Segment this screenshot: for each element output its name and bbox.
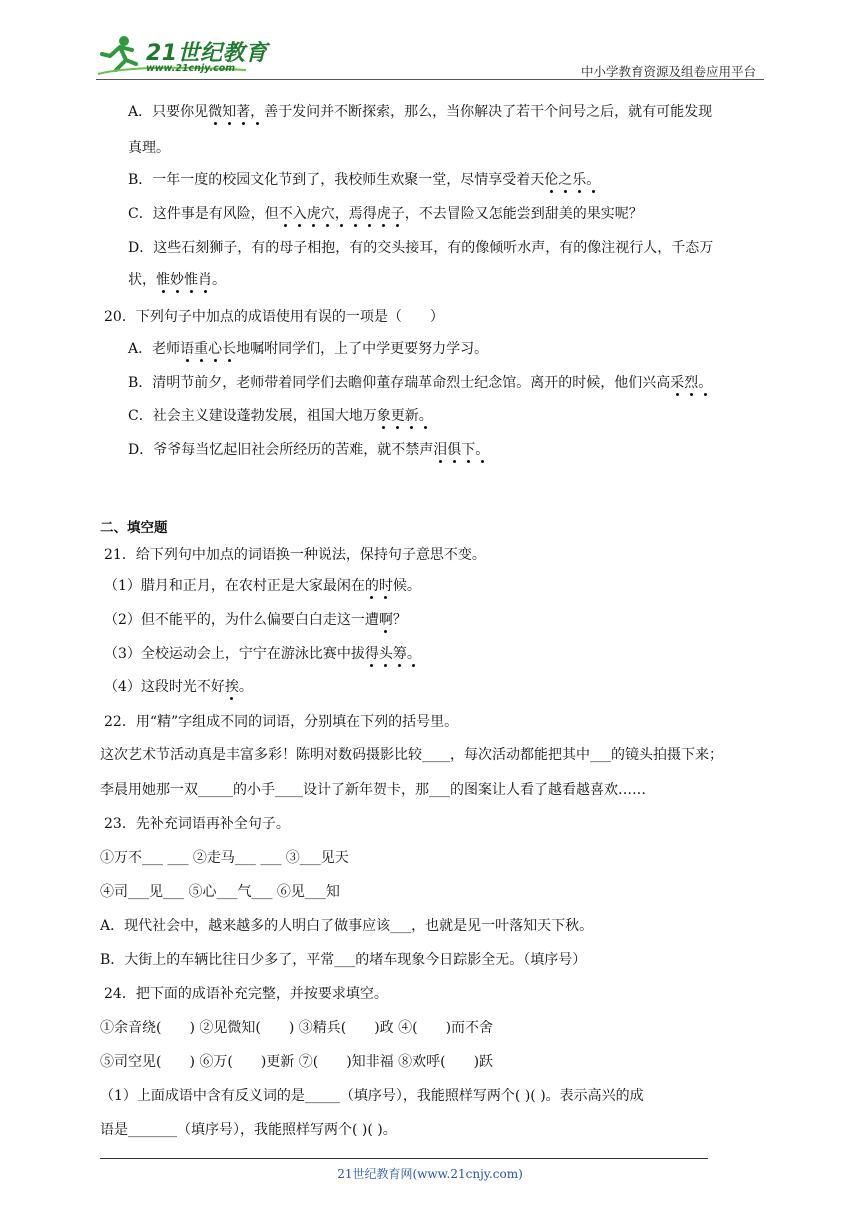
text-line: 李晨用她那一双_____的小手____设计了新年贺卡，那___的图案让人看了越看越喜欢…… bbox=[100, 782, 646, 798]
emphasized-char: 微 bbox=[208, 104, 223, 120]
emphasized-char: 子 bbox=[390, 206, 405, 222]
emphasized-char: 泪 bbox=[433, 442, 448, 458]
emphasized-char: 语 bbox=[180, 341, 195, 357]
footer-rule bbox=[100, 1158, 708, 1159]
text-line: ①余音绕( ) ②见微知( ) ③精兵( )政 ④( )而不舍 bbox=[100, 1020, 494, 1036]
emphasized-char: 下 bbox=[461, 442, 476, 458]
text-line: ⑤司空见( ) ⑥万( )更新 ⑦( )知非福 ⑧欢呼( )跃 bbox=[100, 1054, 494, 1070]
emphasized-char: ， bbox=[250, 104, 265, 120]
text-line: （1）腊月和正月，在农村正是大家最闲在的时候。 bbox=[104, 578, 421, 594]
text-line: 20．下列句子中加点的成语使用有误的一项是（ ） bbox=[104, 309, 444, 325]
emphasized-char: 烈 bbox=[684, 375, 699, 391]
emphasized-char: 知 bbox=[222, 104, 237, 120]
emphasized-char: 。 bbox=[698, 375, 713, 391]
emphasized-char: 焉 bbox=[348, 206, 363, 222]
emphasized-char: 著 bbox=[236, 104, 251, 120]
emphasized-char: 伦 bbox=[544, 172, 559, 188]
text-line: A．只要你见微知著，善于发问并不断探索，那么，当你解决了若干个问号之后，就有可能发现 bbox=[128, 104, 713, 120]
text-line: D．这些石刻狮子，有的母子相抱，有的交头接耳，有的像倾听水声，有的像注视行人，千态万 bbox=[128, 240, 714, 256]
emphasized-char: 俱 bbox=[447, 442, 462, 458]
text-line: B．一年一度的校园文化节到了，我校师生欢聚一堂，尽情享受着天伦之乐。 bbox=[128, 172, 601, 188]
emphasized-char: 心 bbox=[208, 341, 223, 357]
text-line: （4）这段时光不好挨。 bbox=[104, 679, 253, 695]
text-line: ④司___见___ ⑤心___气___ ⑥见___知 bbox=[100, 884, 340, 900]
emphasized-char: 长 bbox=[222, 341, 237, 357]
logo-url: www.21cnjy.com bbox=[146, 63, 236, 74]
text-line: （3）全校运动会上，宁宁在游泳比赛中拔得头筹。 bbox=[104, 646, 421, 662]
emphasized-char: 的 bbox=[364, 578, 379, 594]
emphasized-char: 新 bbox=[404, 408, 419, 424]
emphasized-char: 得 bbox=[362, 206, 377, 222]
emphasized-char: 乐 bbox=[572, 172, 587, 188]
text-line: A．老师语重心长地嘱咐同学们，上了中学更要努力学习。 bbox=[128, 341, 489, 357]
text-line: 真理。 bbox=[128, 140, 170, 156]
emphasized-char: 惟 bbox=[184, 272, 198, 288]
page-footer: 21世纪教育网(www.21cnjy.com) bbox=[337, 1167, 523, 1181]
emphasized-char: 。 bbox=[418, 408, 433, 424]
text-line: B．大街上的车辆比往日少多了，平常___的堵车现象今日踪影全无。（填序号） bbox=[100, 952, 587, 968]
emphasized-char: 惟 bbox=[156, 272, 170, 288]
emphasized-char: 头 bbox=[378, 646, 393, 662]
emphasized-char: 肖 bbox=[198, 272, 212, 288]
text-line: 24．把下面的成语补充完整，并按要求填空。 bbox=[104, 986, 388, 1002]
text-line: 这次艺术节活动真是丰富多彩！陈明对数码摄影比较____，每次活动都能把其中___的镜头拍摄下来； bbox=[100, 747, 723, 763]
text-line: C．这件事是有风险，但不入虎穴，焉得虎子，不去冒险又怎能尝到甜美的果实呢？ bbox=[128, 206, 643, 222]
emphasized-char: 。 bbox=[475, 442, 490, 458]
emphasized-char: 妙 bbox=[170, 272, 184, 288]
page-header bbox=[0, 0, 860, 80]
text-line: 语是_______（填序号），我能照样写两个( )( )。 bbox=[100, 1122, 397, 1138]
text-line: A．现代社会中，越来越多的人明白了做事应该___，也就是见一叶落知天下秋。 bbox=[100, 918, 594, 934]
section-heading: 二、填空题 bbox=[100, 520, 168, 536]
emphasized-char: 。 bbox=[586, 172, 601, 188]
emphasized-char: ， bbox=[334, 206, 349, 222]
emphasized-char: 啊 bbox=[378, 612, 393, 628]
header-tagline: 中小学教育资源及组卷应用平台 bbox=[580, 64, 756, 79]
text-line: C．社会主义建设蓬勃发展，祖国大地万象更新。 bbox=[128, 408, 433, 424]
emphasized-char: 穴 bbox=[320, 206, 335, 222]
emphasized-char: 之 bbox=[558, 172, 573, 188]
text-line: 23．先补充词语再补全句子。 bbox=[104, 816, 290, 832]
emphasized-char: 更 bbox=[390, 408, 405, 424]
emphasized-char: 得 bbox=[364, 646, 379, 662]
emphasized-char: 虎 bbox=[376, 206, 391, 222]
text-line: D．爷爷每当忆起旧社会所经历的苦难，就不禁声泪俱下。 bbox=[128, 442, 490, 458]
emphasized-char: 重 bbox=[194, 341, 209, 357]
text-line: 22．用“精”字组成不同的词语，分别填在下列的括号里。 bbox=[104, 714, 459, 730]
emphasized-char: 不 bbox=[278, 206, 293, 222]
text-line: （1）上面成语中含有反义词的是_____（填序号），我能照样写两个( )( )。表示高兴的成 bbox=[100, 1088, 644, 1104]
emphasized-char: 入 bbox=[292, 206, 307, 222]
text-line: （2）但不能平的，为什么偏要白白走这一遭啊？ bbox=[104, 612, 407, 628]
text-line: B．清明节前夕，老师带着同学们去瞻仰董存瑞革命烈士纪念馆。离开的时候，他们兴高采烈。 bbox=[128, 375, 713, 391]
emphasized-char: 象 bbox=[376, 408, 391, 424]
text-line: 状，惟妙惟肖。 bbox=[128, 272, 226, 288]
emphasized-char: 筹 bbox=[392, 646, 407, 662]
emphasized-char: 虎 bbox=[306, 206, 321, 222]
emphasized-char: 挨 bbox=[224, 679, 239, 695]
logo-text: 21世纪教育 bbox=[146, 41, 268, 66]
text-line: 21．给下列句中加点的词语换一种说法，保持句子意思不变。 bbox=[104, 547, 486, 563]
text-line: ①万不___ ___ ②走马___ ___ ③___见天 bbox=[100, 850, 349, 866]
emphasized-char: 。 bbox=[406, 646, 421, 662]
emphasized-char: 时 bbox=[378, 578, 393, 594]
header-rule bbox=[96, 79, 764, 80]
emphasized-char: 采 bbox=[670, 375, 685, 391]
